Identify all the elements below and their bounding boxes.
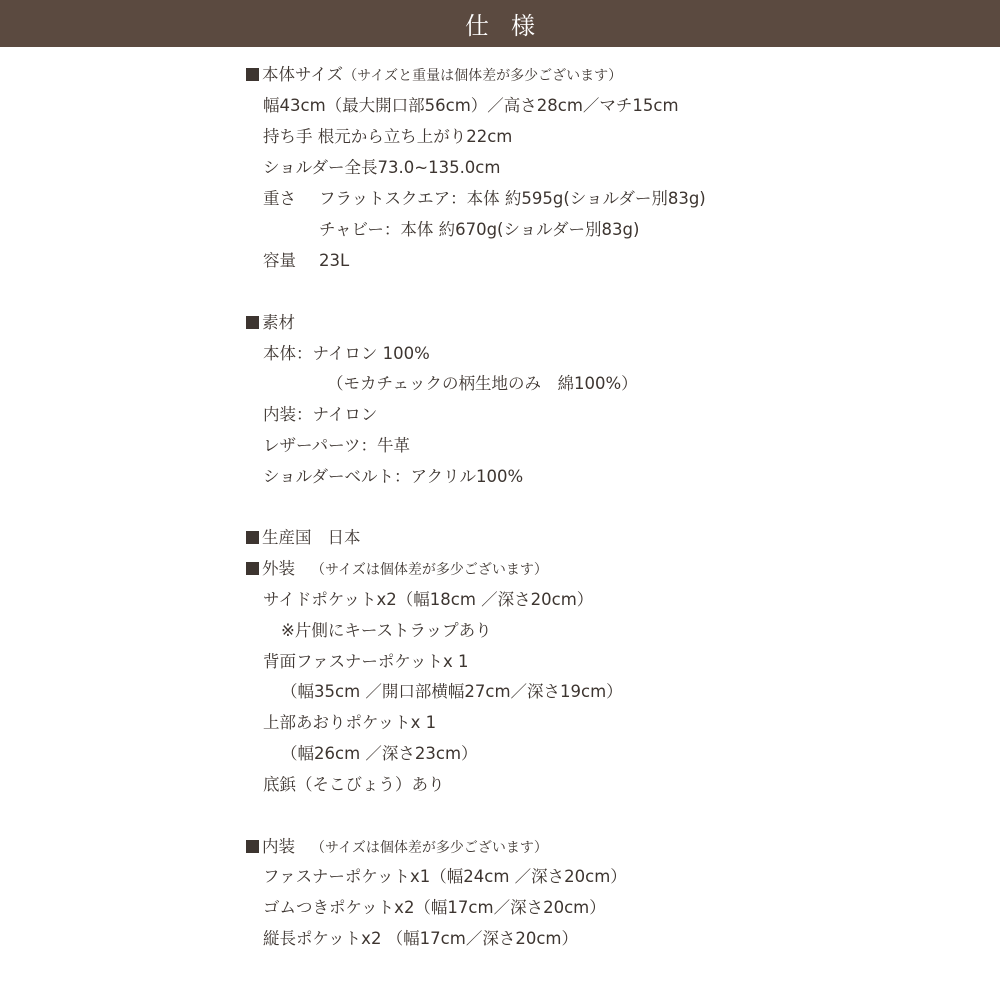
- weight-flat-square: フラットスクエア：本体 約595g(ショルダー別83g): [319, 189, 706, 208]
- origin-section-heading: [246, 527, 361, 549]
- exterior-heading-label: 外装: [262, 559, 295, 578]
- interior-zip-pocket: ファスナーポケットx1（幅24cm ／深さ20cm）: [263, 867, 627, 886]
- material-section-heading: [246, 312, 295, 334]
- origin-heading-label: 生産国: [262, 528, 312, 547]
- interior-heading-note: （サイズは個体差が多少ございます）: [311, 840, 548, 856]
- size-handle: 持ち手 根元から立ち上がり22cm: [263, 127, 513, 146]
- material-body-note: （モカチェックの柄生地のみ 綿100%）: [327, 374, 638, 393]
- exterior-section-heading: [246, 558, 548, 581]
- exterior-side-pocket-note: ※片側にキーストラップあり: [281, 621, 492, 640]
- interior-section-heading: [246, 836, 548, 859]
- material-lining: 内装：ナイロン: [263, 405, 378, 424]
- size-shoulder: ショルダー全長73.0~135.0cm: [263, 158, 501, 177]
- size-heading-label: 本体サイズ: [262, 65, 344, 84]
- square-bullet-icon: [246, 316, 259, 329]
- square-bullet-icon: [246, 840, 259, 853]
- exterior-side-pocket: サイドポケットx2（幅18cm ／深さ20cm）: [263, 590, 594, 609]
- exterior-bottom-studs: 底鋲（そこびょう）あり: [263, 775, 445, 794]
- material-body: 本体：ナイロン 100%: [263, 344, 430, 363]
- exterior-back-pocket: 背面ファスナーポケットx 1: [263, 652, 469, 671]
- exterior-heading-note: （サイズは個体差が多少ございます）: [311, 562, 548, 578]
- material-belt: ショルダーベルト：アクリル100%: [263, 467, 524, 486]
- size-weight-row: [263, 188, 706, 210]
- material-heading-label: 素材: [262, 313, 295, 332]
- size-heading-note: （サイズと重量は個体差が多少ございます）: [343, 68, 623, 84]
- interior-vertical-pocket: 縦長ポケットx2 （幅17cm／深さ20cm）: [263, 929, 578, 948]
- size-section-heading: [246, 64, 622, 87]
- capacity-value: 23L: [319, 251, 350, 270]
- weight-label: 重さ: [263, 189, 296, 208]
- origin-value: 日本: [327, 528, 361, 547]
- square-bullet-icon: [246, 562, 259, 575]
- square-bullet-icon: [246, 68, 259, 81]
- exterior-top-pocket: 上部あおりポケットx 1: [263, 713, 437, 732]
- exterior-back-pocket-size: （幅35cm ／開口部横幅27cm／深さ19cm）: [281, 682, 623, 701]
- capacity-label: 容量: [263, 251, 296, 270]
- material-leather: レザーパーツ：牛革: [263, 436, 411, 455]
- header-bar: [0, 0, 1000, 47]
- square-bullet-icon: [246, 531, 259, 544]
- weight-chubby: チャビー：本体 約670g(ショルダー別83g): [319, 220, 640, 239]
- page-title: 仕様: [465, 12, 557, 40]
- exterior-top-pocket-size: （幅26cm ／深さ23cm）: [281, 744, 478, 763]
- interior-elastic-pocket: ゴムつきポケットx2（幅17cm／深さ20cm）: [263, 898, 606, 917]
- size-dimensions: 幅43cm（最大開口部56cm）／高さ28cm／マチ15cm: [263, 96, 679, 115]
- size-capacity-row: [263, 250, 349, 272]
- interior-heading-label: 内装: [262, 837, 295, 856]
